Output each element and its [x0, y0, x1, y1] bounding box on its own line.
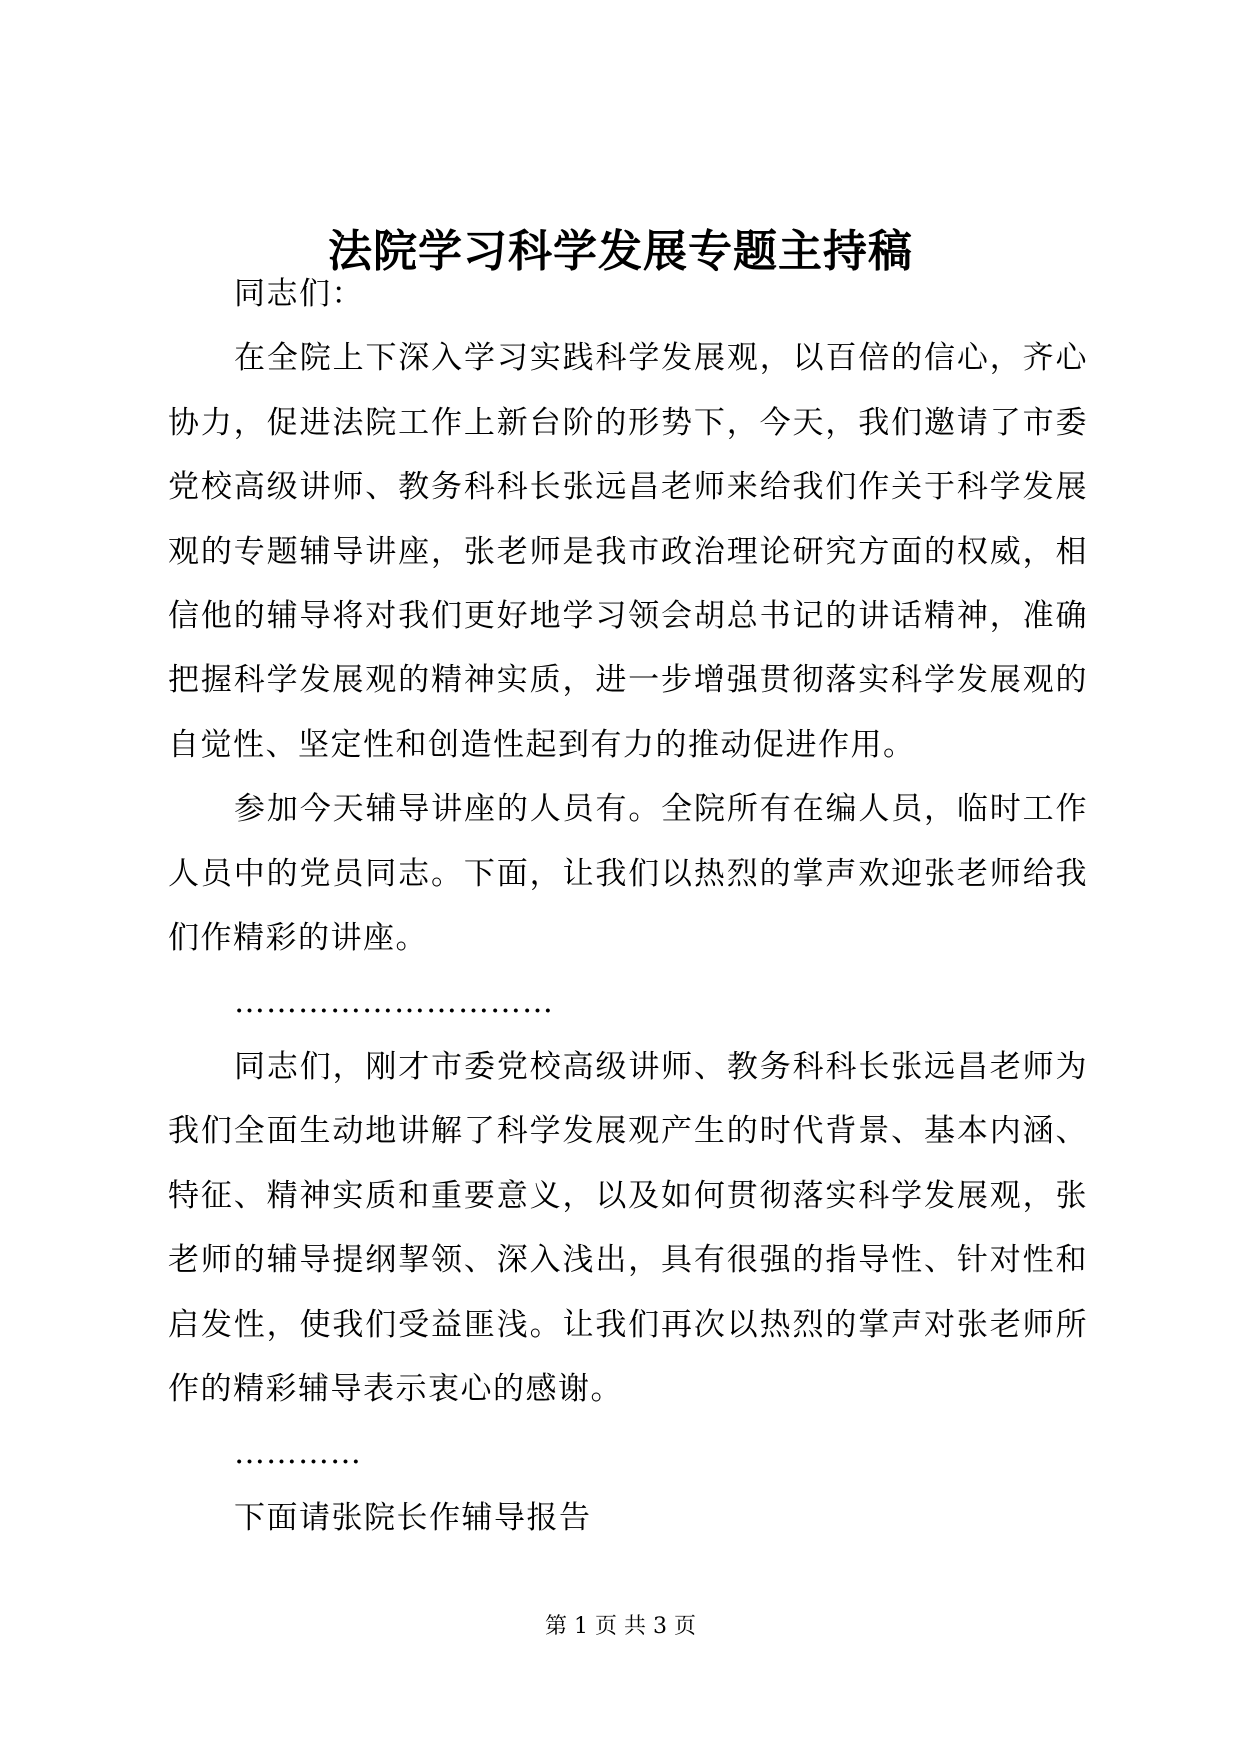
- opening-paragraph: 在全院上下深入学习实践科学发展观，以百倍的信心，齐心协力，促进法院工作上新台阶的形势下，今天，我们邀请了市委党校高级讲师、教务科科长张远昌老师来给我们作关于科学发展观的专题辅导讲座，张老师是我市政治理论研究方面的权威，相信他的辅导将对我们更好地学习领会胡总书记的讲话精神，准确把握科学发展观的精神实质，进一步增强贯彻落实科学发展观的自觉性、坚定性和创造性起到有力的推动促进作用。: [168, 340, 1088, 763]
- page-number-footer: 第 1 页 共 3 页: [545, 1614, 696, 1639]
- ellipsis-separator-short: …………: [234, 1435, 362, 1472]
- document-body: [168, 262, 1088, 1550]
- document-title: 法院学习科学发展专题主持稿: [328, 226, 913, 277]
- attendees-paragraph: 参加今天辅导讲座的人员有。全院所有在编人员，临时工作人员中的党员同志。下面，让我们以热烈的掌声欢迎张老师给我们作精彩的讲座。: [168, 791, 1088, 957]
- salutation-paragraph: 同志们：: [234, 276, 364, 312]
- closing-thanks-paragraph: 同志们，刚才市委党校高级讲师、教务科科长张远昌老师为我们全面生动地讲解了科学发展观产生的时代背景、基本内涵、特征、精神实质和重要意义，以及如何贯彻落实科学发展观，张老师的辅导提纲挈领、深入浅出，具有很强的指导性、针对性和启发性，使我们受益匪浅。让我们再次以热烈的掌声对张老师所作的精彩辅导表示衷心的感谢。: [168, 1048, 1088, 1407]
- next-speaker-paragraph: 下面请张院长作辅导报告: [234, 1499, 592, 1536]
- ellipsis-separator: …………………………: [234, 984, 554, 1021]
